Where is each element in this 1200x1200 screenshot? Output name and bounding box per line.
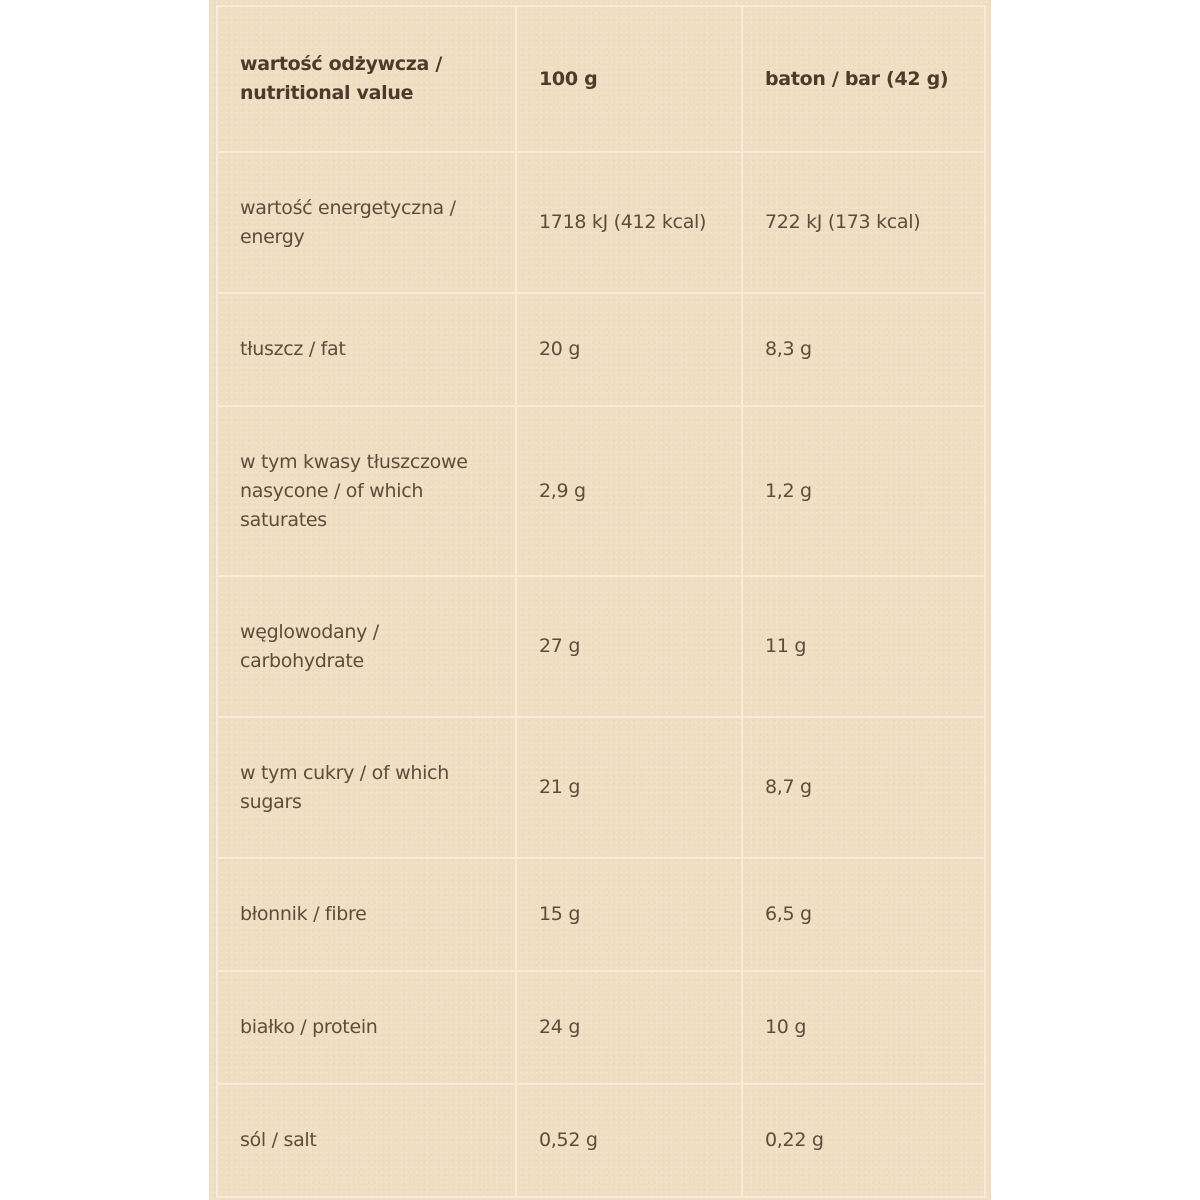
table-row: [217, 406, 985, 576]
nutrition-table: [216, 5, 986, 1198]
table-row: [217, 717, 985, 858]
row-per-100g: 2,9 g: [516, 406, 742, 576]
row-per-100g: 15 g: [516, 858, 742, 971]
row-per-bar: 0,22 g: [742, 1084, 985, 1197]
row-nutrient: sól / salt: [217, 1084, 516, 1197]
table-row: [217, 576, 985, 717]
row-per-bar: 10 g: [742, 971, 985, 1084]
row-per-100g: 1718 kJ (412 kcal): [516, 152, 742, 293]
row-nutrient: błonnik / fibre: [217, 858, 516, 971]
row-per-bar: 722 kJ (173 kcal): [742, 152, 985, 293]
table-row: [217, 1084, 985, 1197]
table-row: [217, 293, 985, 406]
row-per-bar: 11 g: [742, 576, 985, 717]
row-per-100g: 0,52 g: [516, 1084, 742, 1197]
header-per-bar: baton / bar (42 g): [742, 6, 985, 152]
row-per-100g: 27 g: [516, 576, 742, 717]
row-nutrient: wartość energetyczna / energy: [217, 152, 516, 293]
header-per-100g: 100 g: [516, 6, 742, 152]
table-row: [217, 971, 985, 1084]
header-nutrient: wartość odżywcza / nutritional value: [217, 6, 516, 152]
table-row: [217, 858, 985, 971]
row-nutrient: tłuszcz / fat: [217, 293, 516, 406]
row-per-bar: 1,2 g: [742, 406, 985, 576]
table-row: [217, 152, 985, 293]
row-nutrient: białko / protein: [217, 971, 516, 1084]
row-per-bar: 8,3 g: [742, 293, 985, 406]
row-per-bar: 8,7 g: [742, 717, 985, 858]
row-nutrient: w tym kwasy tłuszczowe nasycone / of which saturates: [217, 406, 516, 576]
row-per-100g: 21 g: [516, 717, 742, 858]
row-per-bar: 6,5 g: [742, 858, 985, 971]
row-per-100g: 20 g: [516, 293, 742, 406]
table-header-row: [217, 6, 985, 152]
row-per-100g: 24 g: [516, 971, 742, 1084]
row-nutrient: w tym cukry / of which sugars: [217, 717, 516, 858]
row-nutrient: węglowodany / carbohydrate: [217, 576, 516, 717]
